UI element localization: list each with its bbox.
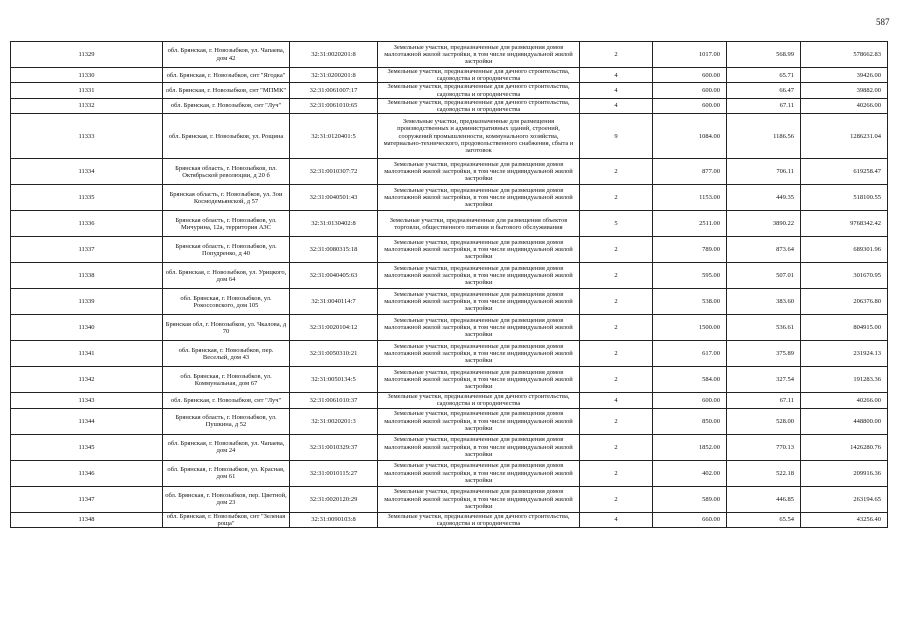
table-row: [11, 114, 888, 159]
land-purpose-cell: Земельные участки, предназначенные для размещения домов малоэтажной жилой застройки, в том числе индивидуальной жилой застройки: [378, 185, 580, 211]
table-row: [11, 42, 888, 68]
area-cell: 1084.00: [653, 114, 727, 159]
cadastral-value-cell: 231924.13: [801, 341, 888, 367]
unit-value-cell: 528.00: [727, 408, 801, 434]
row-id-cell: 11329: [11, 42, 163, 68]
unit-value-cell: 375.89: [727, 341, 801, 367]
unit-value-cell: 327.54: [727, 367, 801, 393]
row-id-cell: 11340: [11, 315, 163, 341]
table-row: [11, 211, 888, 237]
cadastral-value-cell: 43256.40: [801, 512, 888, 527]
cadastral-value-cell: 518100.55: [801, 185, 888, 211]
unit-value-cell: 568.99: [727, 42, 801, 68]
unit-value-cell: 507.01: [727, 263, 801, 289]
area-cell: 584.00: [653, 367, 727, 393]
area-cell: 1500.00: [653, 315, 727, 341]
cadastral-value-cell: 9768342.42: [801, 211, 888, 237]
table-row: [11, 83, 888, 98]
row-id-cell: 11341: [11, 341, 163, 367]
area-cell: 600.00: [653, 83, 727, 98]
address-cell: обл. Брянская, г. Новозыбков, ул. Рокоссовского, дом 105: [163, 289, 290, 315]
area-cell: 850.00: [653, 408, 727, 434]
area-cell: 589.00: [653, 486, 727, 512]
area-cell: 538.00: [653, 289, 727, 315]
address-cell: обл. Брянская, г. Новозыбков, ул. Чапаева, дом 42: [163, 42, 290, 68]
unit-value-cell: 706.11: [727, 159, 801, 185]
address-cell: Брянская область, г. Новозыбков, пл. Октябрьской революции, д 20 б: [163, 159, 290, 185]
group-cell: 2: [580, 434, 653, 460]
table-row: [11, 315, 888, 341]
table-row: [11, 98, 888, 113]
cadastral-value-cell: 1286231.04: [801, 114, 888, 159]
unit-value-cell: 67.11: [727, 393, 801, 408]
cadastral-number-cell: 32:31:0010115:27: [290, 460, 378, 486]
area-cell: 660.00: [653, 512, 727, 527]
cadastral-value-cell: 191283.36: [801, 367, 888, 393]
unit-value-cell: 383.60: [727, 289, 801, 315]
land-purpose-cell: Земельные участки, предназначенные для размещения домов малоэтажной жилой застройки, в том числе индивидуальной жилой застройки: [378, 42, 580, 68]
cadastral-value-cell: 578662.83: [801, 42, 888, 68]
unit-value-cell: 3890.22: [727, 211, 801, 237]
address-cell: обл. Брянская, г. Новозыбков, снт "Ягодка": [163, 68, 290, 83]
land-purpose-cell: Земельные участки, предназначенные для размещения домов малоэтажной жилой застройки, в том числе индивидуальной жилой застройки: [378, 367, 580, 393]
address-cell: Брянская область, г. Новозыбков, ул. Мичурина, 12а, территория АЗС: [163, 211, 290, 237]
unit-value-cell: 67.11: [727, 98, 801, 113]
group-cell: 2: [580, 486, 653, 512]
land-purpose-cell: Земельные участки, предназначенные для дачного строительства, садоводства и огородничества: [378, 98, 580, 113]
row-id-cell: 11335: [11, 185, 163, 211]
address-cell: обл. Брянская, г. Новозыбков, снт "МПМК": [163, 83, 290, 98]
row-id-cell: 11344: [11, 408, 163, 434]
cadastral-number-cell: 32:31:0020201:8: [290, 42, 378, 68]
group-cell: 5: [580, 211, 653, 237]
row-id-cell: 11337: [11, 237, 163, 263]
address-cell: Брянская область, г. Новозыбков, ул. Попудренко, д 40: [163, 237, 290, 263]
table-row: [11, 367, 888, 393]
group-cell: 2: [580, 460, 653, 486]
cadastral-number-cell: 32:31:0061010:65: [290, 98, 378, 113]
unit-value-cell: 522.18: [727, 460, 801, 486]
land-purpose-cell: Земельные участки, предназначенные для размещения производственных и административных зданий, строений, сооружений промышленности, коммунального хозяйства, материально-технического, продовольственного снабжения, сбыта и заготовок: [378, 114, 580, 159]
land-purpose-cell: Земельные участки, предназначенные для дачного строительства, садоводства и огородничества: [378, 83, 580, 98]
cadastral-value-cell: 39882.00: [801, 83, 888, 98]
table-row: [11, 512, 888, 527]
row-id-cell: 11345: [11, 434, 163, 460]
land-purpose-cell: Земельные участки, предназначенные для дачного строительства, садоводства и огородничества: [378, 68, 580, 83]
table-row: [11, 393, 888, 408]
cadastral-number-cell: 32:31:0040501:43: [290, 185, 378, 211]
table-row: [11, 68, 888, 83]
row-id-cell: 11331: [11, 83, 163, 98]
cadastral-value-cell: 804915.00: [801, 315, 888, 341]
cadastral-number-cell: 32:31:0020104:12: [290, 315, 378, 341]
land-purpose-cell: Земельные участки, предназначенные для размещения объектов торговли, общественного питания и бытового обслуживания: [378, 211, 580, 237]
unit-value-cell: 65.54: [727, 512, 801, 527]
cadastral-value-cell: 40266.00: [801, 98, 888, 113]
address-cell: обл. Брянская, г. Новозыбков, ул. Урицкого, дом 64: [163, 263, 290, 289]
cadastral-number-cell: 32:31:0061007:17: [290, 83, 378, 98]
unit-value-cell: 65.71: [727, 68, 801, 83]
table-row: [11, 185, 888, 211]
group-cell: 2: [580, 289, 653, 315]
address-cell: обл. Брянская, г. Новозыбков, снт "Зеленая роща": [163, 512, 290, 527]
table-row: [11, 263, 888, 289]
cadastral-number-cell: 32:31:0050134:5: [290, 367, 378, 393]
table-row: [11, 237, 888, 263]
cadastral-number-cell: 32:31:0130402:8: [290, 211, 378, 237]
cadastral-value-cell: 448800.00: [801, 408, 888, 434]
land-purpose-cell: Земельные участки, предназначенные для размещения домов малоэтажной жилой застройки, в том числе индивидуальной жилой застройки: [378, 159, 580, 185]
unit-value-cell: 1186.56: [727, 114, 801, 159]
table-row: [11, 341, 888, 367]
group-cell: 2: [580, 237, 653, 263]
cadastral-number-cell: 32:31:0050310:21: [290, 341, 378, 367]
cadastral-number-cell: 32:31:0120401:5: [290, 114, 378, 159]
row-id-cell: 11346: [11, 460, 163, 486]
land-purpose-cell: Земельные участки, предназначенные для размещения домов малоэтажной жилой застройки, в том числе индивидуальной жилой застройки: [378, 289, 580, 315]
unit-value-cell: 446.85: [727, 486, 801, 512]
table-row: [11, 486, 888, 512]
unit-value-cell: 770.13: [727, 434, 801, 460]
cadastral-value-cell: 689301.96: [801, 237, 888, 263]
table-row: [11, 434, 888, 460]
group-cell: 2: [580, 408, 653, 434]
group-cell: 2: [580, 42, 653, 68]
cadastral-number-cell: 32:31:0200201:8: [290, 68, 378, 83]
unit-value-cell: 536.61: [727, 315, 801, 341]
cadastral-number-cell: 32:31:0040114:7: [290, 289, 378, 315]
row-id-cell: 11339: [11, 289, 163, 315]
group-cell: 4: [580, 393, 653, 408]
land-purpose-cell: Земельные участки, предназначенные для размещения домов малоэтажной жилой застройки, в том числе индивидуальной жилой застройки: [378, 263, 580, 289]
row-id-cell: 11347: [11, 486, 163, 512]
area-cell: 617.00: [653, 341, 727, 367]
group-cell: 2: [580, 367, 653, 393]
land-purpose-cell: Земельные участки, предназначенные для размещения домов малоэтажной жилой застройки, в том числе индивидуальной жилой застройки: [378, 486, 580, 512]
land-purpose-cell: Земельные участки, предназначенные для размещения домов малоэтажной жилой застройки, в том числе индивидуальной жилой застройки: [378, 434, 580, 460]
row-id-cell: 11336: [11, 211, 163, 237]
area-cell: 402.00: [653, 460, 727, 486]
group-cell: 2: [580, 315, 653, 341]
group-cell: 2: [580, 341, 653, 367]
area-cell: 1017.00: [653, 42, 727, 68]
area-cell: 2511.00: [653, 211, 727, 237]
group-cell: 4: [580, 68, 653, 83]
cadastral-number-cell: 32:31:0080315:18: [290, 237, 378, 263]
address-cell: Брянская область, г. Новозыбков, ул. Пушкина, д 52: [163, 408, 290, 434]
row-id-cell: 11338: [11, 263, 163, 289]
land-purpose-cell: Земельные участки, предназначенные для размещения домов малоэтажной жилой застройки, в том числе индивидуальной жилой застройки: [378, 341, 580, 367]
unit-value-cell: 449.35: [727, 185, 801, 211]
row-id-cell: 11332: [11, 98, 163, 113]
area-cell: 1153.00: [653, 185, 727, 211]
group-cell: 4: [580, 512, 653, 527]
area-cell: 877.00: [653, 159, 727, 185]
group-cell: 2: [580, 159, 653, 185]
table-row: [11, 408, 888, 434]
address-cell: обл. Брянская, г. Новозыбков, ул. Красная, дом 61: [163, 460, 290, 486]
address-cell: обл. Брянская, г. Новозыбков, пер. Веселый, дом 43: [163, 341, 290, 367]
land-purpose-cell: Земельные участки, предназначенные для дачного строительства, садоводства и огородничества: [378, 393, 580, 408]
address-cell: обл. Брянская, г. Новозыбков, ул. Чапаева, дом 24: [163, 434, 290, 460]
row-id-cell: 11348: [11, 512, 163, 527]
unit-value-cell: 66.47: [727, 83, 801, 98]
row-id-cell: 11334: [11, 159, 163, 185]
row-id-cell: 11342: [11, 367, 163, 393]
group-cell: 4: [580, 98, 653, 113]
address-cell: Брянская обл, г. Новозыбков, ул. Чкалова, д 70: [163, 315, 290, 341]
page-number: 587: [876, 17, 890, 27]
group-cell: 4: [580, 83, 653, 98]
cadastral-number-cell: 32:31:0090103:8: [290, 512, 378, 527]
group-cell: 2: [580, 263, 653, 289]
group-cell: 9: [580, 114, 653, 159]
address-cell: обл. Брянская, г. Новозыбков, снт "Луч": [163, 98, 290, 113]
area-cell: 595.00: [653, 263, 727, 289]
address-cell: обл. Брянская, г. Новозыбков, ул. Рощина: [163, 114, 290, 159]
cadastral-number-cell: 32:31:0010329:37: [290, 434, 378, 460]
group-cell: 2: [580, 185, 653, 211]
row-id-cell: 11343: [11, 393, 163, 408]
table-row: [11, 460, 888, 486]
address-cell: обл. Брянская, г. Новозыбков, пер. Цветной, дом 23: [163, 486, 290, 512]
cadastral-number-cell: 32:31:0040405:63: [290, 263, 378, 289]
cadastral-value-cell: 1426280.76: [801, 434, 888, 460]
area-cell: 600.00: [653, 393, 727, 408]
table-row: [11, 159, 888, 185]
row-id-cell: 11330: [11, 68, 163, 83]
cadastral-number-cell: 32:31:0020201:3: [290, 408, 378, 434]
land-purpose-cell: Земельные участки, предназначенные для дачного строительства, садоводства и огородничества: [378, 512, 580, 527]
table-row: [11, 289, 888, 315]
address-cell: Брянская область, г. Новозыбков, ул. Зои Космодемьянской, д 57: [163, 185, 290, 211]
cadastral-value-cell: 39426.00: [801, 68, 888, 83]
cadastral-value-cell: 209916.36: [801, 460, 888, 486]
area-cell: 600.00: [653, 68, 727, 83]
cadastral-number-cell: 32:31:0020120:29: [290, 486, 378, 512]
area-cell: 600.00: [653, 98, 727, 113]
cadastral-value-cell: 206376.80: [801, 289, 888, 315]
address-cell: обл. Брянская, г. Новозыбков, снт "Луч": [163, 393, 290, 408]
cadastral-value-cell: 40266.00: [801, 393, 888, 408]
row-id-cell: 11333: [11, 114, 163, 159]
land-purpose-cell: Земельные участки, предназначенные для размещения домов малоэтажной жилой застройки, в том числе индивидуальной жилой застройки: [378, 315, 580, 341]
cadastral-value-cell: 301670.95: [801, 263, 888, 289]
cadastral-value-table: [10, 41, 888, 528]
cadastral-number-cell: 32:31:0061010:37: [290, 393, 378, 408]
address-cell: обл. Брянская, г. Новозыбков, ул. Коммунальная, дом 67: [163, 367, 290, 393]
unit-value-cell: 873.64: [727, 237, 801, 263]
land-purpose-cell: Земельные участки, предназначенные для размещения домов малоэтажной жилой застройки, в том числе индивидуальной жилой застройки: [378, 460, 580, 486]
cadastral-value-cell: 619258.47: [801, 159, 888, 185]
land-purpose-cell: Земельные участки, предназначенные для размещения домов малоэтажной жилой застройки, в том числе индивидуальной жилой застройки: [378, 237, 580, 263]
cadastral-value-cell: 263194.65: [801, 486, 888, 512]
cadastral-number-cell: 32:31:0010307:72: [290, 159, 378, 185]
land-purpose-cell: Земельные участки, предназначенные для размещения домов малоэтажной жилой застройки, в том числе индивидуальной жилой застройки: [378, 408, 580, 434]
area-cell: 789.00: [653, 237, 727, 263]
area-cell: 1852.00: [653, 434, 727, 460]
